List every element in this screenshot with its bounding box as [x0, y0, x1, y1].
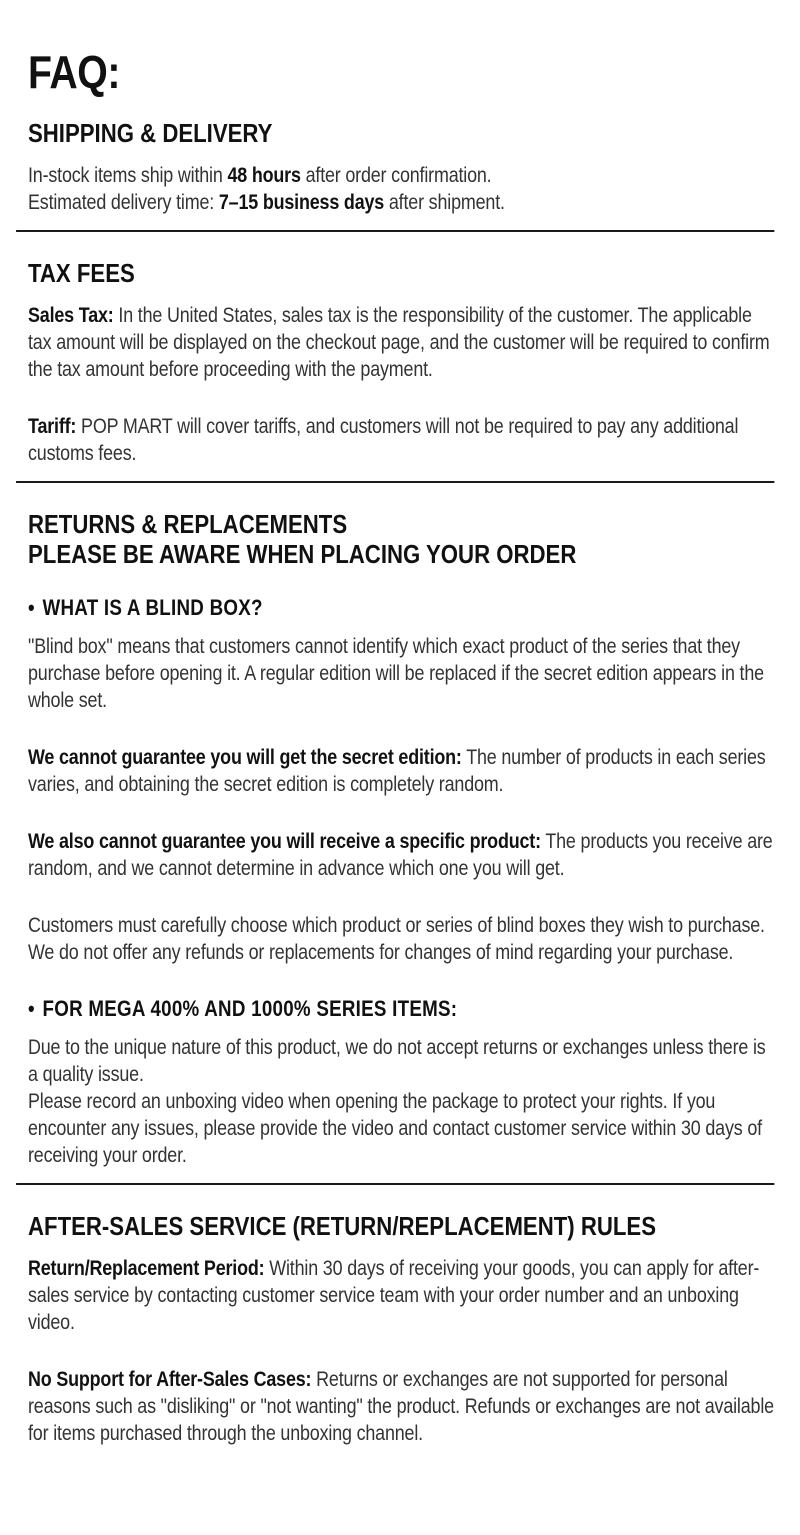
section-divider — [16, 1183, 774, 1185]
return-period-paragraph — [28, 1255, 774, 1336]
after-sales-heading: AFTER-SALES SERVICE (RETURN/REPLACEMENT) RULES — [28, 1211, 657, 1241]
blind-box-definition-paragraph: "Blind box" means that customers cannot identify which exact product of the series that they purchase before opening it. A regular edition will be replaced if the secret edition appears in the whole set. — [28, 635, 764, 712]
sales-tax-label: Sales Tax: — [28, 304, 114, 327]
blind-box-subheading — [28, 595, 774, 621]
return-period-label: Return/Replacement Period: — [28, 1257, 265, 1280]
shipping-line2-post: after shipment. — [384, 191, 505, 214]
return-period-text: Within 30 days of receiving your goods, you can apply for after-sales service by contacting customer service team with your order number and an unboxing video. — [28, 1257, 760, 1334]
tariff-label: Tariff: — [28, 415, 77, 438]
secret-edition-label: We cannot guarantee you will get the secret edition: — [28, 746, 462, 769]
secret-edition-paragraph — [28, 744, 774, 798]
secret-edition-text: The number of products in each series varies, and obtaining the secret edition is completely random. — [28, 746, 766, 796]
shipping-line1-bold: 48 hours — [227, 164, 301, 187]
no-support-label: No Support for After-Sales Cases: — [28, 1368, 312, 1391]
returns-heading-line-1: RETURNS & REPLACEMENTS — [28, 509, 348, 539]
page-title: FAQ: — [28, 46, 121, 98]
specific-product-paragraph — [28, 828, 774, 882]
sales-tax-text: In the United States, sales tax is the responsibility of the customer. The applicable tax amount will be displayed on the checkout page, and the customer will be required to confirm the tax amount before proceeding with the payment. — [28, 304, 770, 381]
mega-series-line-1: Due to the unique nature of this product, we do not accept returns or exchanges unless there is a quality issue. — [28, 1036, 766, 1086]
tariff-text: POP MART will cover tariffs, and customers will not be required to pay any additional customs fees. — [28, 415, 739, 465]
mega-series-line-2: Please record an unboxing video when opening the package to protect your rights. If you encounter any issues, please provide the video and contact customer service within 30 days of receiving your order. — [28, 1090, 762, 1167]
shipping-delivery-paragraph — [28, 162, 774, 216]
blind-box-subheading-label: WHAT IS A BLIND BOX? — [42, 595, 263, 620]
shipping-line2-pre: Estimated delivery time: — [28, 191, 219, 214]
tax-fees-heading: TAX FEES — [28, 258, 135, 288]
specific-product-text: The products you receive are random, and we cannot determine in advance which one you will get. — [28, 830, 773, 880]
mega-series-subheading-label: FOR MEGA 400% AND 1000% SERIES ITEMS: — [42, 996, 458, 1021]
specific-product-label: We also cannot guarantee you will receive a specific product: — [28, 830, 541, 853]
bullet-icon: • — [28, 595, 35, 620]
shipping-line2-bold: 7–15 business days — [218, 191, 385, 214]
section-divider — [16, 230, 774, 232]
no-support-text: Returns or exchanges are not supported for personal reasons such as "disliking" or "not wanting" the product. Refunds or exchanges are not available for items purchased through the unboxing channel. — [28, 1368, 774, 1445]
shipping-line1-pre: In-stock items ship within — [28, 164, 228, 187]
bullet-icon: • — [28, 996, 35, 1021]
shipping-delivery-heading: SHIPPING & DELIVERY — [28, 118, 273, 148]
choose-carefully-paragraph: Customers must carefully choose which product or series of blind boxes they wish to purchase. We do not offer any refunds or replacements for changes of mind regarding your purchase. — [28, 914, 765, 964]
shipping-line-1 — [28, 162, 774, 189]
mega-series-paragraph — [28, 1034, 774, 1169]
tariff-paragraph — [28, 413, 774, 467]
shipping-line1-post: after order confirmation. — [300, 164, 492, 187]
sales-tax-paragraph — [28, 302, 774, 383]
shipping-line-2 — [28, 189, 774, 216]
returns-replacements-heading — [28, 509, 774, 569]
returns-heading-line-2: PLEASE BE AWARE WHEN PLACING YOUR ORDER — [28, 539, 577, 569]
section-divider — [16, 481, 774, 483]
mega-series-subheading — [28, 996, 774, 1022]
no-support-paragraph — [28, 1366, 774, 1447]
